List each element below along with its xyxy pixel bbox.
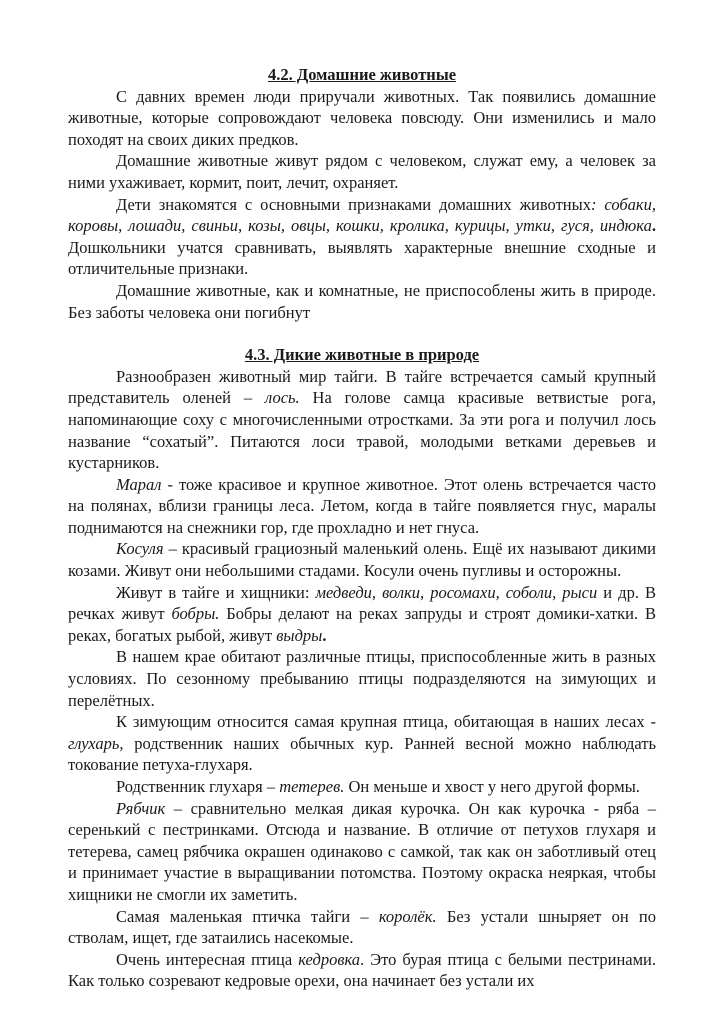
paragraph-wild-8: Рябчик – сравнительно мелкая дикая курочка. Он как курочка - ряба – серенький с пестринками. Отсюда и название. В отличие от петухов глухаря и тетерева, самец рябчика окрашен одинаково с самкой, так как он заботливый отец и принимает участие в выращивании потомства. Поэтому окраска неяркая, чтобы хищники не смогли их заметить.	[68, 798, 656, 904]
paragraph-domestic-1: С давних времен люди приручали животных. Так появились домашние животные, которые сопровождают человека повсюду. Они изменились и мало походят на своих диких предков.	[68, 86, 656, 149]
paragraph-domestic-3: Дети знакомятся с основными признаками домашних животных: собаки, коровы, лошади, свиньи, козы, овцы, кошки, кролика, курицы, утки, гуся, индюка. Дошкольники учатся сравнивать, выявлять характерные внешние сходные и отличительные признаки.	[68, 194, 656, 279]
paragraph-wild-7: Родственник глухаря – тетерев. Он меньше и хвост у него другой формы.	[116, 777, 640, 796]
paragraph-wild-10: Очень интересная птица кедровка. Это бурая птица с белыми пестринами. Как только созревают кедровые орехи, она начинает без устали их	[68, 949, 657, 991]
section-gap	[68, 323, 656, 344]
paragraph-wild-5: В нашем крае обитают различные птицы, приспособленные жить в разных условиях. По сезонному пребыванию птицы подразделяются на зимующих и перелётных.	[68, 647, 656, 710]
domestic-animals-list: : собаки, коровы, лошади, свиньи, козы, овцы, кошки, кролика, курицы, утки, гуся, индюка	[68, 194, 656, 236]
paragraph-wild-2: Марал - тоже красивое и крупное животное. Этот олень встречается часто на полянах, вблизи границы леса. Летом, когда в тайге появляется гнус, маралы поднимаются на снежники гор, где прохладно и нет гнуса.	[68, 474, 656, 537]
paragraph-wild-4: Живут в тайге и хищники: медведи, волки, росомахи, соболи, рыси и др. В речках живут бобры. Бобры делают на реках запруды и строят домики-хатки. В реках, богатых рыбой, живут выдры.	[68, 582, 656, 645]
paragraph-wild-6: К зимующим относится самая крупная птица, обитающая в наших лесах - глухарь, родственник наших обычных кур. Ранней весной можно наблюдать токование петуха-глухаря.	[68, 712, 656, 775]
heading-wild-animals: 4.3. Дикие животные в природе	[244, 345, 480, 365]
document-page	[68, 64, 656, 992]
paragraph-wild-3: Косуля – красивый грациозный маленький олень. Ещё их называют дикими козами. Живут они небольшими стадами. Косули очень пугливы и осторожны.	[68, 539, 656, 581]
heading-domestic-animals: 4.2. Домашние животные	[267, 65, 457, 84]
paragraph-domestic-2: Домашние животные живут рядом с человеком, служат ему, а человек за ними ухаживает, кормит, поит, лечит, охраняет.	[68, 151, 656, 192]
paragraph-wild-9: Самая маленькая птичка тайги – королёк. Без устали шныряет он по стволам, ищет, где затаились насекомые.	[68, 906, 656, 948]
paragraph-wild-1: Разнообразен животный мир тайги. В тайге встречается самый крупный представитель оленей – лось. На голове самца красивые ветвистые рога, напоминающие соху с многочисленными отростками. За эти рога и получил лось название “сохатый”. Питаются лоси травой, молодыми ветками деревьев и кустарников.	[68, 366, 656, 473]
paragraph-domestic-4: Домашние животные, как и комнатные, не приспособлены жить в природе. Без заботы человека они погибнут	[68, 280, 656, 322]
